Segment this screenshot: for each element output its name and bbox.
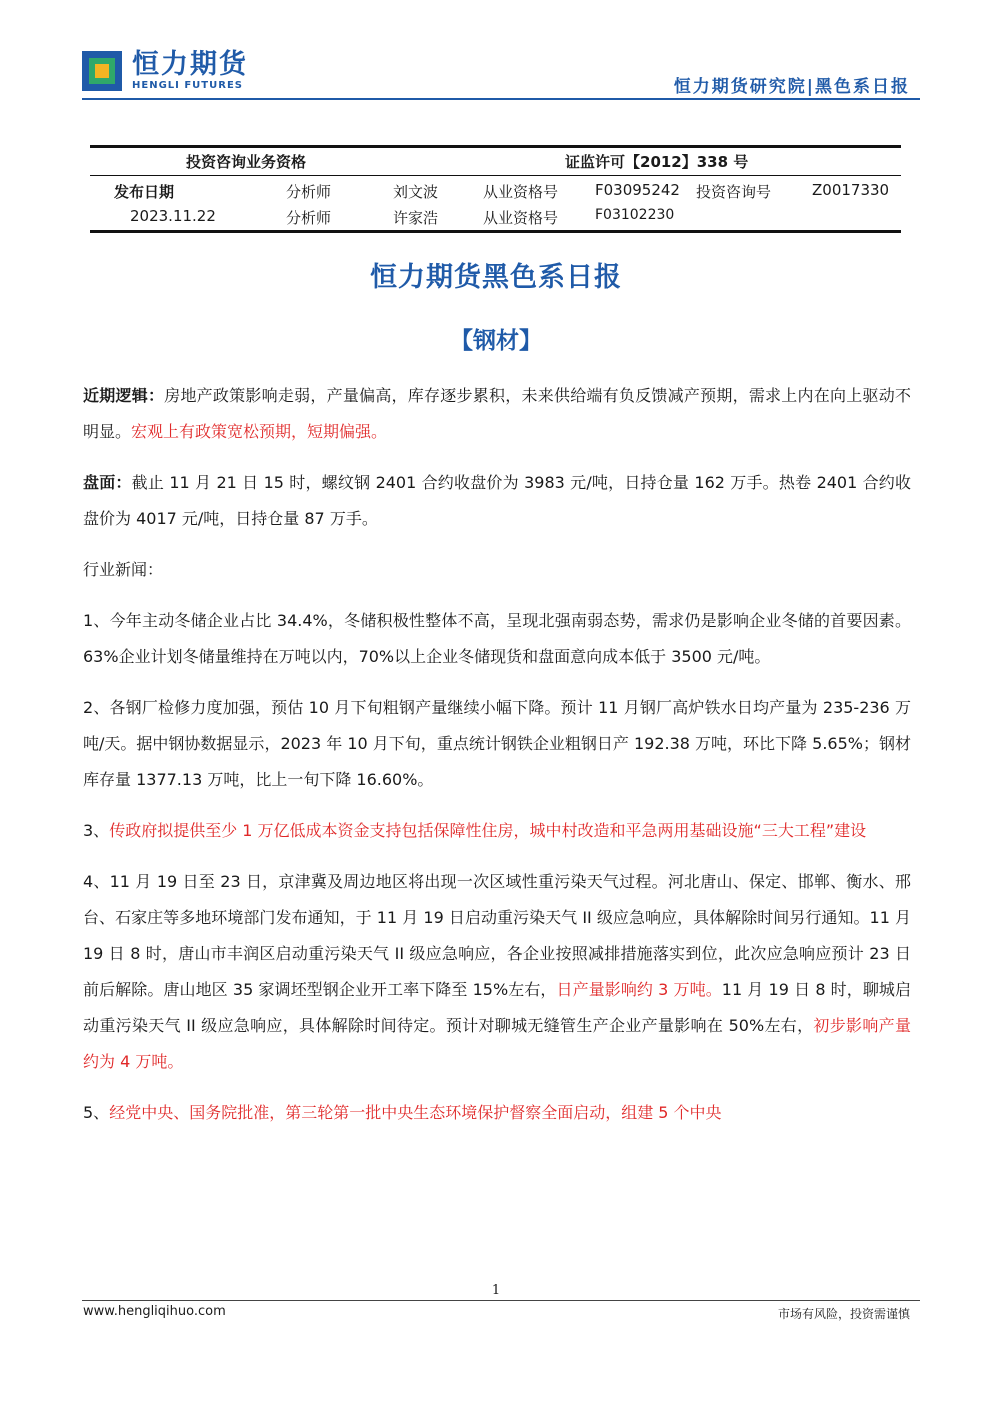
- logo-chinese-name: 恒力期货: [132, 49, 248, 80]
- footer-disclaimer: 市场有风险，投资需谨慎: [777, 1307, 910, 1321]
- market-text: 截止 11 月 21 日 15 时，螺纹钢 2401 合约收盘价为 3983 元/吨，日持仓量 162 万手。热卷 2401 合约收盘价为 4017 元/吨，日持仓量 87 万手。: [83, 473, 911, 528]
- news-5-highlight: 经党中央、国务院批准，第三轮第一批中央生态环境保护督察全面启动，组建 5 个中央: [109, 1103, 722, 1122]
- table-top-rule: [90, 145, 901, 148]
- news-item-1: 1、今年主动冬储企业占比 34.4%，冬储积极性整体不高，呈现北强南弱态势，需求仍是影响企业冬储的首要因素。63%企业计划冬储量维持在万吨以内，70%以上企业冬储现货和盘面意向成本低于 3500 元/吨。: [83, 611, 911, 666]
- analyst2-role: 分析师: [286, 209, 332, 227]
- market-label: 盘面：: [83, 473, 132, 492]
- qualification-label: 投资咨询业务资格: [186, 153, 307, 171]
- news-item-2: 2、各钢厂检修力度加强，预估 10 月下旬粗钢产量继续小幅下降。预计 11 月钢厂高炉铁水日均产量为 235-236 万吨/天。据中钢协数据显示，2023 年 10 月下旬，重点统计钢铁企业粗钢日产 192.38 万吨，环比下降 5.65%；钢材库存量 1377.13 万吨，比上一旬下降 16.60%。: [83, 698, 911, 789]
- publish-date: 2023.11.22: [130, 207, 216, 225]
- analyst2-name: 许家浩: [393, 209, 439, 227]
- report-title: 恒力期货黑色系日报: [370, 262, 622, 293]
- news-item-3: [83, 813, 911, 849]
- news-4-text-a: 4、11 月 19 日至 23 日，京津冀及周边地区将出现一次区域性重污染天气过程。河北唐山、保定、邯郸、衡水、邢台、石家庄等多地环境部门发布通知，于 11 月 19 日启动重污染天气 II 级应急响应，具体解除时间另行通知。11 月 19 日 8 时，唐山市丰润区启动重污染天气 II 级应急响应，各企业按照减排措施落实到位，此次应急响应预计 23 日前后解除。唐山地区 35 家调坯型钢企业开工率下降至 15%左右，: [83, 872, 911, 999]
- footer-website: www.hengliqihuo.com: [83, 1304, 226, 1319]
- header-divider: [82, 98, 920, 100]
- report-body: [83, 378, 911, 1146]
- news-4-text-b: 11 月 19 日 8 时，聊城启动重污染天气 II 级应急响应，具体解除时间待定。预计对聊城无缝管生产企业产量影响在 50%左右，: [83, 980, 911, 1035]
- recent-logic-label: 近期逻辑：: [83, 386, 165, 405]
- analyst1-name: 刘文波: [393, 183, 439, 201]
- analyst2-cert-label: 从业资格号: [483, 209, 559, 227]
- report-section-title: 【钢材】: [450, 328, 542, 354]
- company-logo: [82, 50, 248, 92]
- analyst1-inv-label: 投资咨询号: [696, 183, 772, 201]
- table-mid-rule: [90, 175, 901, 176]
- news-4-highlight-2: 初步影响产量约为 4 万吨。: [83, 1016, 911, 1071]
- analyst1-cert: F03095242: [595, 181, 680, 199]
- table-bottom-rule: [90, 230, 901, 233]
- publish-date-label: 发布日期: [114, 183, 175, 201]
- news-3-prefix: 3、: [83, 821, 110, 840]
- footer-divider: [82, 1300, 920, 1301]
- license-number: 证监许可【2012】338 号: [565, 153, 749, 171]
- news-3-highlight: 传政府拟提供至少 1 万亿低成本资金支持包括保障性住房，城中村改造和平急两用基础设施“三大工程”建设: [109, 821, 867, 840]
- page-header: [0, 0, 992, 110]
- analyst1-role: 分析师: [286, 183, 332, 201]
- news-5-prefix: 5、: [83, 1103, 110, 1122]
- analyst2-cert: F03102230: [595, 207, 675, 223]
- news-item-4: [83, 864, 911, 1080]
- news-label: 行业新闻：: [83, 560, 164, 579]
- industry-news-heading: [83, 552, 911, 588]
- recent-logic-paragraph: [83, 378, 911, 450]
- news-4-highlight-1: 日产量影响约 3 万吨。: [556, 980, 722, 999]
- analyst1-inv: Z0017330: [812, 181, 890, 199]
- page-number: 1: [491, 1283, 501, 1298]
- recent-logic-text: 房地产政策影响走弱，产量偏高，库存逐步累积，未来供给端有负反馈减产预期，需求上内在向上驱动不明显。: [83, 386, 911, 441]
- logo-english-name: HENGLI FUTURES: [132, 80, 243, 91]
- logo-mark-icon: [82, 51, 122, 91]
- header-report-title: 恒力期货研究院|黑色系日报: [673, 77, 910, 97]
- market-paragraph: [83, 465, 911, 537]
- recent-logic-highlight: 宏观上有政策宽松预期，短期偏强。: [131, 422, 388, 441]
- news-item-5: [83, 1095, 911, 1131]
- analyst1-cert-label: 从业资格号: [483, 183, 559, 201]
